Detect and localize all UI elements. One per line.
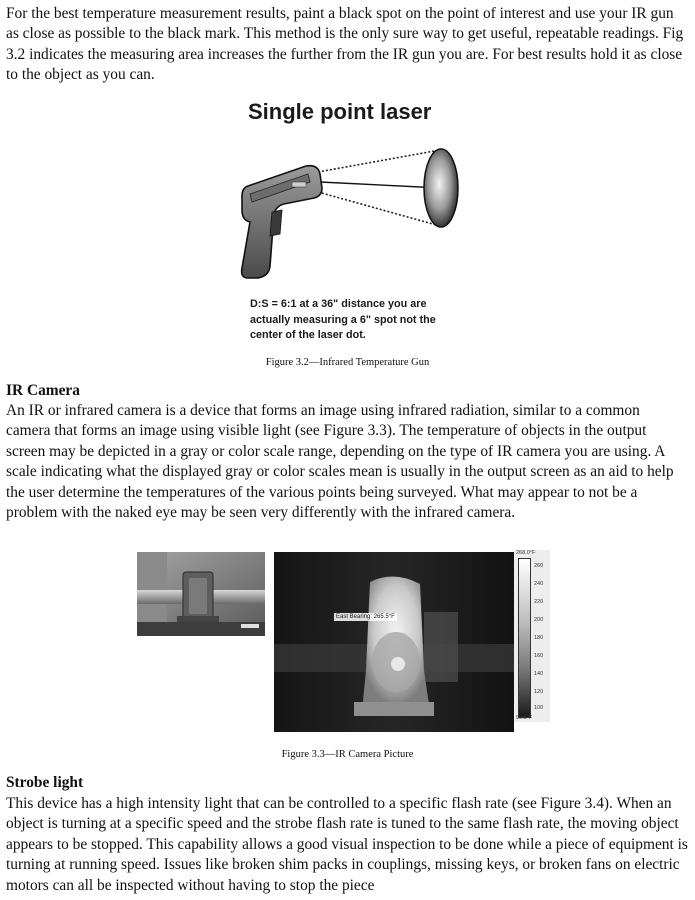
figure-note: D:S = 6:1 at a 36" distance you are actually measuring a 6" spot not the center of the laser dot.: [250, 298, 436, 341]
thermal-image: [274, 552, 514, 732]
scale-tick: 180: [534, 635, 544, 641]
ir-gun-body: [242, 166, 322, 278]
strobe-light-heading: Strobe light: [6, 774, 84, 791]
scale-gradient-bar: [518, 558, 531, 718]
scale-tick: 100: [534, 705, 544, 711]
ir-camera-paragraph: An IR or infrared camera is a device that forms an image using infrared radiation, similar to a common camera that forms an image using visible light (see Figure 3.3). The temperature of objects in the output screen may be depicted in a gray or color scale range, depending on the type of IR camera you are using. A scale indicating what the displayed gray or color scales mean is usually in the output screen as an aid to help the user determine the temperatures of the various points being surveyed. What may appear to not be a problem with the naked eye may be seen very differently with the infrared camera.: [6, 402, 674, 522]
strobe-light-paragraph: This device has a high intensity light that can be controlled to a specific flash rate (see Figure 3.4). When an object is turning at a specific speed and the strobe flash rate is tuned to the same flash rate, the moving object appears to be stopped. This capability allows a good visual inspection to be done while a piece of equipment is turning at running speed. Issues like broken shim packs in couplings, missing keys, or broken fans on electric motors can all be inspected without having to stop the piece: [6, 795, 688, 894]
bearing-temperature-label: East Bearing: 265.5°F: [336, 614, 395, 620]
bearing-photo: [137, 552, 265, 636]
ir-camera-heading: IR Camera: [6, 382, 80, 399]
figure-3-3-caption: Figure 3.3—IR Camera Picture: [281, 749, 414, 760]
temperature-scale: [514, 550, 550, 722]
intro-paragraph: For the best temperature measurement results, paint a black spot on the point of interest and use your IR gun as close as possible to the black mark. This method is the only sure way to get useful, repeatable readings. Fig 3.2 indicates the measuring area increases the further from the IR gun you are. For best results hold it as close to the object as you can.: [6, 5, 684, 84]
trigger-shape: [270, 210, 282, 236]
scale-tick: 160: [534, 653, 544, 659]
ir-gun-illustration: [236, 138, 466, 298]
scale-tick: 140: [534, 671, 544, 677]
scale-max-label: 268.0°F: [516, 550, 536, 556]
scale-tick: 200: [534, 617, 544, 623]
figure-title: Single point laser: [248, 99, 432, 124]
scale-tick: 260: [534, 563, 544, 569]
scale-tick: 120: [534, 689, 544, 695]
scale-tick: 240: [534, 581, 544, 587]
scale-tick: 220: [534, 599, 544, 605]
scale-min-label: 99.8°F: [516, 715, 533, 721]
measuring-spot: [424, 149, 458, 227]
figure-3-2-caption: Figure 3.2—Infrared Temperature Gun: [265, 357, 430, 368]
